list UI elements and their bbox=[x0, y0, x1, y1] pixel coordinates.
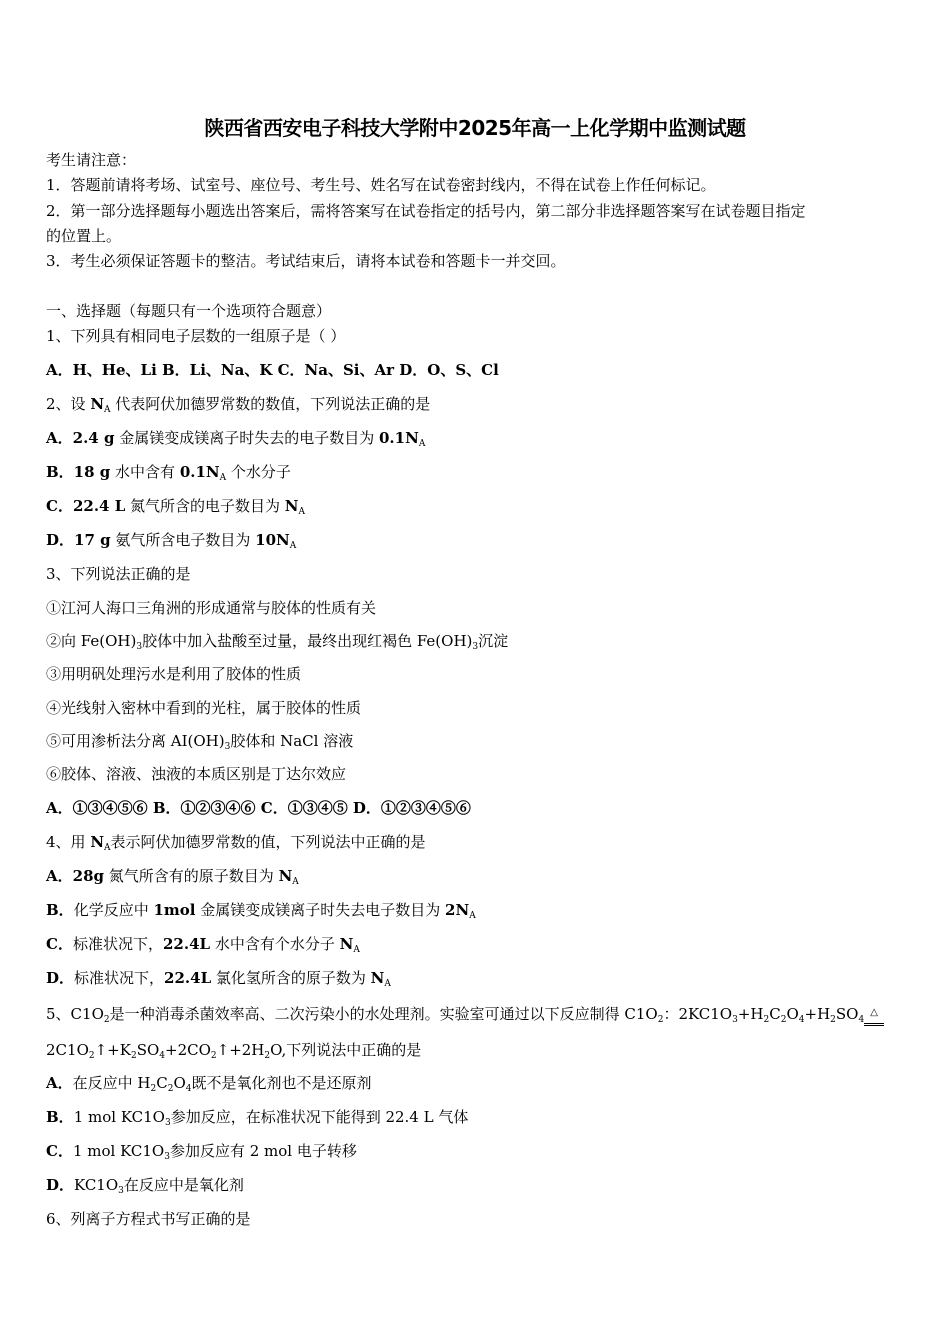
text-segment: 2．第一部分选择题每小题选出答案后，需将答案写在试卷指定的括号内，第二部分非选择题答案写在试卷题目指定 bbox=[46, 202, 806, 220]
subscript: 4 bbox=[858, 1015, 865, 1025]
text-segment: 1mol bbox=[153, 901, 196, 919]
subscript: A bbox=[298, 507, 306, 517]
text-segment: 既不是氧化剂也不是还原剂 bbox=[191, 1074, 372, 1092]
text-line bbox=[46, 866, 299, 886]
text-segment: 在反应中 H bbox=[72, 1074, 151, 1092]
text-segment: C bbox=[156, 1074, 168, 1092]
text-segment: C． bbox=[46, 935, 73, 953]
text-segment: 6、列离子方程式书写正确的是 bbox=[46, 1210, 251, 1228]
subscript: A bbox=[289, 541, 297, 551]
text-segment: 参加反应，在标准状况下能得到 22.4 L 气体 bbox=[170, 1108, 469, 1126]
text-segment: 参加反应有 2 mol 电子转移 bbox=[169, 1142, 357, 1160]
subscript: 3 bbox=[164, 1118, 171, 1128]
subscript: A bbox=[469, 911, 476, 921]
text-segment: 22.4L bbox=[162, 935, 211, 953]
text-segment: 标准状况下， bbox=[72, 935, 163, 953]
heat-condition-symbol: △ bbox=[864, 1003, 884, 1026]
text-line bbox=[46, 1209, 251, 1229]
text-segment: 个水分子 bbox=[226, 463, 291, 481]
subscript: 3 bbox=[136, 642, 143, 652]
subscript: A bbox=[104, 405, 111, 415]
text-segment: 是一种消毒杀菌效率高、二次污染小的水处理剂。实验室可通过以下反应制得 C1O bbox=[109, 1005, 658, 1023]
text-segment: C．22.4 L bbox=[46, 497, 126, 515]
text-segment: ⑥胶体、溶液、浊液的本质区别是丁达尔效应 bbox=[46, 765, 347, 783]
text-segment: 金属镁变成镁离子时失去的电子数目为 bbox=[114, 429, 379, 447]
text-segment: ↑+K bbox=[94, 1041, 131, 1059]
text-segment: +H bbox=[804, 1005, 831, 1023]
text-segment: O bbox=[173, 1074, 186, 1092]
text-segment: 22.4L bbox=[164, 969, 212, 987]
text-line bbox=[46, 968, 391, 988]
text-segment: 胶体和 NaCl 溶液 bbox=[230, 732, 354, 750]
subscript: 2 bbox=[103, 1015, 110, 1025]
subscript: 2 bbox=[763, 1015, 770, 1025]
subscript: 2 bbox=[657, 1015, 664, 1025]
text-line bbox=[46, 598, 376, 618]
text-segment: +2CO bbox=[165, 1041, 211, 1059]
text-segment: C． bbox=[46, 1142, 73, 1160]
text-segment: 5、C1O bbox=[46, 1005, 104, 1023]
text-line bbox=[46, 201, 806, 221]
text-segment: 代表阿伏加德罗常数的数值，下列说法正确的是 bbox=[110, 395, 431, 413]
text-line bbox=[46, 326, 345, 346]
text-segment: N bbox=[339, 935, 354, 953]
text-segment: 4、用 bbox=[46, 833, 91, 851]
text-line bbox=[46, 428, 425, 448]
text-segment: 氮气所含的电子数目为 bbox=[125, 497, 285, 515]
text-segment: ↑+2H bbox=[216, 1041, 265, 1059]
text-line bbox=[46, 462, 291, 482]
text-segment: ：2KC1O bbox=[663, 1005, 733, 1023]
text-line bbox=[46, 175, 716, 195]
text-segment: 10N bbox=[255, 531, 290, 549]
text-line bbox=[46, 798, 471, 818]
page-title: 陕西省西安电子科技大学附中2025年高一上化学期中监测试题 bbox=[204, 116, 746, 140]
text-line bbox=[46, 496, 305, 516]
text-segment: N bbox=[284, 497, 299, 515]
text-line bbox=[46, 731, 353, 751]
text-segment: 0.1N bbox=[179, 463, 220, 481]
subscript: 2 bbox=[210, 1051, 217, 1061]
text-segment: SO bbox=[136, 1041, 160, 1059]
text-segment: 1．答题前请将考场、试室号、座位号、考生号、姓名写在试卷密封线内，不得在试卷上作任何标记。 bbox=[46, 176, 716, 194]
text-segment: +H bbox=[737, 1005, 764, 1023]
text-segment: 2、设 bbox=[46, 395, 91, 413]
text-segment: 表示阿伏加德罗常数的值，下列说法中正确的是 bbox=[110, 833, 426, 851]
text-segment: N bbox=[90, 395, 105, 413]
text-line bbox=[46, 1073, 372, 1093]
text-segment: 的位置上。 bbox=[46, 227, 122, 245]
text-line bbox=[46, 530, 296, 550]
text-line bbox=[46, 360, 499, 380]
text-segment: 考生请注意： bbox=[46, 151, 137, 169]
text-segment: 标准状况下， bbox=[74, 969, 165, 987]
text-segment: D． bbox=[46, 1176, 75, 1194]
text-line bbox=[46, 631, 508, 651]
text-line bbox=[46, 664, 301, 684]
subscript: 3 bbox=[224, 742, 231, 752]
text-line bbox=[46, 1003, 884, 1026]
subscript: 3 bbox=[118, 1186, 124, 1196]
text-line bbox=[46, 764, 346, 784]
subscript: 2 bbox=[130, 1051, 137, 1061]
text-segment: 1、下列具有相同电子层数的一组原子是（ ） bbox=[46, 327, 346, 345]
subscript: 2 bbox=[167, 1084, 174, 1094]
text-segment: ⑤可用渗析法分离 AI(OH) bbox=[46, 732, 225, 750]
subscript: 2 bbox=[830, 1015, 836, 1025]
text-segment: N bbox=[90, 833, 105, 851]
text-segment: 氨气所含电子数目为 bbox=[110, 531, 256, 549]
text-line bbox=[46, 150, 136, 170]
subscript: A bbox=[353, 945, 360, 955]
text-segment: A．28g bbox=[46, 867, 105, 885]
text-segment: C bbox=[769, 1005, 781, 1023]
text-segment: 1 mol KC1O bbox=[73, 1108, 165, 1126]
text-segment: 1 mol KC1O bbox=[72, 1142, 165, 1160]
text-line bbox=[46, 251, 566, 271]
text-segment: 沉淀 bbox=[478, 632, 509, 650]
subscript: 3 bbox=[732, 1015, 738, 1025]
text-segment: 一、选择题（每题只有一个选项符合题意） bbox=[46, 302, 332, 320]
text-segment: 金属镁变成镁离子时失去电子数目为 bbox=[195, 901, 446, 919]
subscript: A bbox=[384, 979, 391, 989]
text-segment: B． bbox=[46, 1108, 74, 1126]
text-segment: N bbox=[370, 969, 385, 987]
text-segment: 3．考生必须保证答题卡的整洁。考试结束后，请将本试卷和答题卡一并交回。 bbox=[46, 252, 566, 270]
text-segment: 水中含有个水分子 bbox=[210, 935, 340, 953]
text-segment: A． bbox=[46, 1074, 73, 1092]
text-segment: D．17 g bbox=[46, 531, 111, 549]
subscript: A bbox=[292, 877, 299, 887]
text-line bbox=[46, 832, 426, 852]
text-line bbox=[46, 1141, 357, 1161]
subscript: A bbox=[219, 473, 227, 483]
text-line bbox=[46, 226, 121, 246]
text-segment: KC1O bbox=[74, 1176, 119, 1194]
text-segment: O,下列说法中正确的是 bbox=[270, 1041, 422, 1059]
text-segment: A．H、He、Li B．Li、Na、K C．Na、Si、Ar D．O、S、Cl bbox=[46, 361, 499, 379]
subscript: 3 bbox=[472, 642, 479, 652]
subscript: 4 bbox=[798, 1015, 805, 1025]
text-segment: 氯化氢所含的原子数为 bbox=[211, 969, 371, 987]
subscript: 4 bbox=[159, 1051, 165, 1061]
text-segment: D． bbox=[46, 969, 75, 987]
subscript: 2 bbox=[150, 1084, 157, 1094]
text-line bbox=[46, 564, 191, 584]
text-line bbox=[46, 1107, 468, 1127]
text-segment: 胶体中加入盐酸至过量，最终出现红褐色 Fe(OH) bbox=[142, 632, 473, 650]
text-segment: 化学反应中 bbox=[73, 901, 154, 919]
text-segment: O bbox=[786, 1005, 799, 1023]
text-line bbox=[46, 301, 331, 321]
text-segment: A．2.4 g bbox=[46, 429, 115, 447]
text-segment: B．18 g bbox=[46, 463, 111, 481]
text-segment: 0.1N bbox=[379, 429, 419, 447]
text-segment: ①江河人海口三角洲的形成通常与胶体的性质有关 bbox=[46, 599, 377, 617]
text-segment: B． bbox=[46, 901, 74, 919]
text-segment: 2N bbox=[445, 901, 470, 919]
text-line bbox=[46, 1040, 421, 1060]
subscript: 2 bbox=[264, 1051, 271, 1061]
text-segment: 3、下列说法正确的是 bbox=[46, 565, 191, 583]
text-line bbox=[46, 934, 360, 954]
text-segment: 水中含有 bbox=[110, 463, 180, 481]
text-line bbox=[46, 698, 361, 718]
text-line bbox=[46, 900, 476, 920]
text-segment: ②向 Fe(OH) bbox=[46, 632, 137, 650]
text-segment: 氮气所含有的原子数目为 bbox=[104, 867, 279, 885]
text-segment: SO bbox=[835, 1005, 859, 1023]
text-segment: 2C1O bbox=[46, 1041, 89, 1059]
subscript: A bbox=[104, 843, 111, 853]
subscript: A bbox=[418, 439, 426, 449]
text-segment: ④光线射入密林中看到的光柱，属于胶体的性质 bbox=[46, 699, 362, 717]
text-line bbox=[46, 394, 430, 414]
subscript: 2 bbox=[780, 1015, 787, 1025]
subscript: 4 bbox=[185, 1084, 192, 1094]
text-segment: A．①③④⑤⑥ B．①②③④⑥ C．①③④⑤ D．①②③④⑤⑥ bbox=[46, 799, 471, 817]
text-segment: 在反应中是氧化剂 bbox=[123, 1176, 244, 1194]
subscript: 3 bbox=[164, 1152, 170, 1162]
text-line bbox=[46, 1175, 244, 1195]
text-segment: ③用明矾处理污水是利用了胶体的性质 bbox=[46, 665, 302, 683]
text-segment: N bbox=[278, 867, 293, 885]
subscript: 2 bbox=[88, 1051, 95, 1061]
